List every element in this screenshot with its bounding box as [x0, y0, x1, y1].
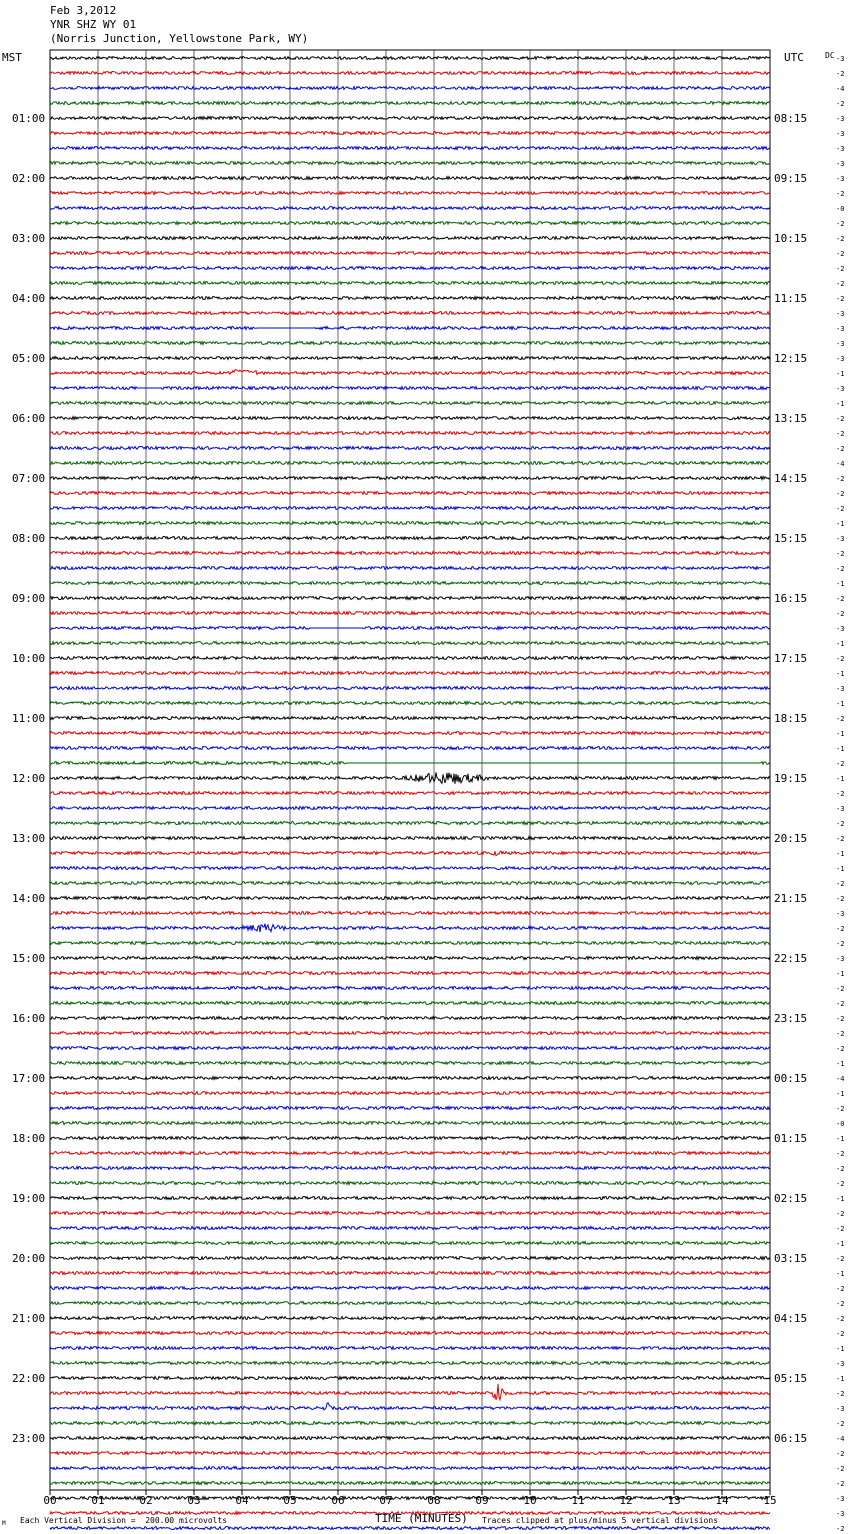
mst-hour-label: 19:00	[12, 1192, 46, 1205]
dc-offset-label: -3	[836, 145, 845, 153]
mst-hour-label: 13:00	[12, 832, 46, 845]
x-axis-title: TIME (MINUTES)	[375, 1512, 468, 1525]
mst-hour-label: 23:00	[12, 1432, 46, 1445]
mst-hour-label: 04:00	[12, 292, 46, 305]
mst-hour-label: 16:00	[12, 1012, 46, 1025]
dc-offset-label: -2	[836, 985, 845, 993]
seismic-trace	[50, 1152, 770, 1155]
seismic-trace	[50, 1092, 770, 1095]
seismic-trace	[50, 1347, 770, 1350]
dc-offset-label: -4	[836, 1435, 845, 1443]
x-tick-label: 14	[715, 1494, 729, 1507]
dc-offset-label: -2	[836, 1165, 845, 1173]
dc-offset-label: -4	[836, 85, 845, 93]
seismic-trace	[50, 1047, 770, 1050]
utc-hour-label: 21:15	[774, 892, 808, 905]
mst-hour-label: 18:00	[12, 1132, 46, 1145]
dc-offset-label: -1	[836, 640, 845, 648]
seismic-trace	[50, 1122, 770, 1125]
mst-hour-label: 08:00	[12, 532, 46, 545]
right-timezone-label: UTC	[784, 51, 804, 64]
dc-offset-label: -2	[836, 220, 845, 228]
seismic-trace	[50, 1287, 770, 1290]
seismic-trace	[50, 1242, 770, 1245]
dc-offset-label: -2	[836, 880, 845, 888]
seismic-trace	[50, 387, 770, 390]
dc-offset-label: -3	[836, 955, 845, 963]
dc-offset-label: -1	[836, 865, 845, 873]
seismic-trace	[50, 117, 770, 120]
seismic-trace	[50, 147, 770, 150]
dc-offset-label: -1	[836, 745, 845, 753]
x-tick-label: 05	[283, 1494, 297, 1507]
dc-offset-label: -4	[836, 460, 845, 468]
mst-hour-label: 06:00	[12, 412, 46, 425]
seismic-trace	[50, 1182, 770, 1185]
seismic-trace	[50, 1272, 770, 1275]
utc-hour-label: 03:15	[774, 1252, 808, 1265]
seismic-trace	[50, 1527, 770, 1530]
seismic-trace	[50, 432, 770, 435]
seismic-trace	[50, 1002, 770, 1005]
seismic-trace	[50, 747, 770, 750]
dc-offset-label: -1	[836, 580, 845, 588]
utc-hour-label: 19:15	[774, 772, 808, 785]
dc-offset-label: -2	[836, 595, 845, 603]
dc-offset-label: -2	[836, 1180, 845, 1188]
seismic-trace	[50, 1062, 770, 1065]
dc-offset-label: -2	[836, 1210, 845, 1218]
dc-offset-label: -2	[836, 1480, 845, 1488]
seismic-trace	[50, 507, 770, 510]
dc-offset-label: -2	[836, 760, 845, 768]
utc-hour-label: 22:15	[774, 952, 808, 965]
seismic-trace	[50, 447, 770, 450]
seismic-trace	[50, 1403, 770, 1410]
seismic-trace	[50, 1032, 770, 1035]
dc-offset-label: -3	[836, 115, 845, 123]
dc-offset-label: -2	[836, 505, 845, 513]
seismic-trace	[50, 102, 770, 105]
seismic-trace	[50, 972, 770, 975]
seismic-trace	[50, 87, 770, 90]
seismic-trace	[50, 1302, 770, 1305]
utc-hour-label: 11:15	[774, 292, 808, 305]
mst-hour-label: 02:00	[12, 172, 46, 185]
mst-hour-label: 03:00	[12, 232, 46, 245]
dc-offset-label: -1	[836, 1270, 845, 1278]
mst-hour-label: 10:00	[12, 652, 46, 665]
seismic-trace	[50, 57, 770, 60]
seismic-trace	[50, 957, 770, 960]
dc-offset-label: -2	[836, 820, 845, 828]
seismic-trace	[50, 402, 770, 405]
dc-offset-label: -2	[836, 895, 845, 903]
x-tick-label: 02	[139, 1494, 153, 1507]
dc-offset-label: -1	[836, 850, 845, 858]
seismic-trace	[50, 1107, 770, 1110]
seismic-trace	[50, 237, 770, 240]
dc-offset-label: -3	[836, 1495, 845, 1503]
utc-hour-label: 01:15	[774, 1132, 808, 1145]
dc-offset-label: -2	[836, 790, 845, 798]
mst-hour-label: 15:00	[12, 952, 46, 965]
dc-offset-label: -2	[836, 265, 845, 273]
x-tick-label: 09	[475, 1494, 489, 1507]
seismic-trace	[50, 477, 770, 480]
dc-offset-label: -2	[836, 235, 845, 243]
x-tick-label: 04	[235, 1494, 249, 1507]
scale-note: Each Vertical Division = 200.00 microvolts	[20, 1516, 228, 1525]
mst-hour-label: 05:00	[12, 352, 46, 365]
seismic-trace	[50, 342, 770, 345]
seismic-trace	[50, 1362, 770, 1365]
dc-offset-label: -2	[836, 1015, 845, 1023]
seismic-trace	[50, 772, 770, 783]
seismic-trace	[50, 1017, 770, 1020]
mst-hour-label: 09:00	[12, 592, 46, 605]
dc-offset-label: -3	[836, 535, 845, 543]
utc-hour-label: 02:15	[774, 1192, 808, 1205]
seismic-trace	[50, 792, 770, 795]
seismic-trace	[50, 252, 770, 255]
utc-hour-label: 10:15	[774, 232, 808, 245]
x-tick-label: 06	[331, 1494, 345, 1507]
mst-hour-label: 21:00	[12, 1312, 46, 1325]
dc-offset-label: -2	[836, 925, 845, 933]
dc-offset-label: -2	[836, 1285, 845, 1293]
dc-offset-label: -2	[836, 655, 845, 663]
dc-offset-label: -2	[836, 430, 845, 438]
dc-offset-label: -2	[836, 295, 845, 303]
dc-offset-label: -2	[836, 610, 845, 618]
seismic-trace	[50, 897, 770, 900]
seismic-trace	[50, 717, 770, 720]
seismic-trace	[50, 1437, 770, 1440]
seismic-trace	[50, 462, 770, 465]
seismic-trace	[50, 1497, 770, 1500]
dc-offset-label: -1	[836, 970, 845, 978]
dc-offset-label: -1	[836, 1090, 845, 1098]
seismic-trace	[50, 732, 770, 735]
dc-offset-label: -2	[836, 715, 845, 723]
seismic-trace	[50, 597, 770, 600]
seismic-trace	[50, 702, 770, 705]
seismic-trace	[50, 642, 770, 645]
dc-offset-label: -2	[836, 1315, 845, 1323]
seismic-trace	[50, 867, 770, 870]
dc-offset-label: -2	[836, 550, 845, 558]
seismic-trace	[50, 582, 770, 585]
dc-offset-label: -1	[836, 1135, 845, 1143]
dc-offset-label: -2	[836, 1300, 845, 1308]
seismic-trace	[50, 837, 770, 840]
seismic-trace	[50, 327, 770, 330]
mst-hour-label: 22:00	[12, 1372, 46, 1385]
dc-offset-label: -3	[836, 340, 845, 348]
dc-header-label: DC	[825, 51, 835, 60]
dc-offset-label: -3	[836, 55, 845, 63]
dc-offset-label: -2	[836, 100, 845, 108]
seismic-trace	[50, 552, 770, 555]
seismic-trace	[50, 72, 770, 75]
x-tick-label: 10	[523, 1494, 537, 1507]
dc-offset-label: -1	[836, 700, 845, 708]
dc-offset-label: -1	[836, 520, 845, 528]
seismic-trace	[50, 192, 770, 195]
seismic-trace	[50, 1167, 770, 1170]
utc-hour-label: 20:15	[774, 832, 808, 845]
seismic-trace	[50, 312, 770, 315]
x-tick-label: 00	[43, 1494, 57, 1507]
dc-offset-label: -2	[836, 1045, 845, 1053]
dc-offset-label: -2	[836, 1330, 845, 1338]
station-code: YNR SHZ WY 01	[50, 18, 137, 31]
dc-offset-label: -3	[836, 910, 845, 918]
dc-offset-label: -1	[836, 1345, 845, 1353]
seismic-trace	[50, 1452, 770, 1455]
seismic-trace	[50, 1077, 770, 1080]
dc-offset-label: -3	[836, 385, 845, 393]
seismic-trace	[50, 282, 770, 285]
seismic-trace	[50, 1317, 770, 1320]
seismic-trace	[50, 567, 770, 570]
seismic-trace	[50, 1467, 770, 1470]
dc-offset-label: -1	[836, 1195, 845, 1203]
seismic-trace	[50, 687, 770, 690]
seismic-trace	[50, 1137, 770, 1140]
seismic-trace	[50, 267, 770, 270]
mst-hour-label: 14:00	[12, 892, 46, 905]
dc-offset-label: -3	[836, 1405, 845, 1413]
dc-offset-label: -0	[836, 205, 845, 213]
dc-offset-label: -2	[836, 1420, 845, 1428]
dc-offset-label: -3	[836, 160, 845, 168]
dc-offset-label: -1	[836, 1060, 845, 1068]
utc-hour-label: 06:15	[774, 1432, 808, 1445]
dc-offset-label: -1	[836, 1240, 845, 1248]
dc-offset-label: -3	[836, 805, 845, 813]
seismic-trace	[50, 851, 770, 855]
seismic-trace	[50, 1257, 770, 1260]
utc-hour-label: 14:15	[774, 472, 808, 485]
seismic-trace	[50, 1197, 770, 1200]
dc-offset-label: -2	[836, 1525, 845, 1533]
utc-hour-label: 23:15	[774, 1012, 808, 1025]
x-tick-label: 15	[763, 1494, 777, 1507]
dc-offset-label: -2	[836, 445, 845, 453]
dc-offset-label: -2	[836, 1150, 845, 1158]
x-tick-label: 03	[187, 1494, 201, 1507]
seismic-trace	[50, 762, 770, 765]
dc-offset-label: -2	[836, 70, 845, 78]
dc-offset-label: -2	[836, 415, 845, 423]
dc-offset-label: -2	[836, 1465, 845, 1473]
seismic-trace	[50, 1332, 770, 1335]
x-tick-label: 11	[571, 1494, 585, 1507]
utc-hour-label: 16:15	[774, 592, 808, 605]
seismic-trace	[50, 822, 770, 825]
seismic-trace	[50, 177, 770, 180]
seismic-trace	[50, 1422, 770, 1425]
utc-hour-label: 04:15	[774, 1312, 808, 1325]
dc-offset-label: -3	[836, 685, 845, 693]
mst-hour-label: 17:00	[12, 1072, 46, 1085]
dc-offset-label: -2	[836, 1450, 845, 1458]
seismic-trace	[50, 657, 770, 660]
seismic-trace	[50, 627, 770, 630]
dc-offset-label: -2	[836, 280, 845, 288]
station-location: (Norris Junction, Yellowstone Park, WY)	[50, 32, 309, 45]
dc-offset-label: -2	[836, 490, 845, 498]
mst-hour-label: 07:00	[12, 472, 46, 485]
dc-offset-label: -2	[836, 1390, 845, 1398]
dc-offset-label: -2	[836, 835, 845, 843]
seismic-trace	[50, 882, 770, 885]
mst-hour-label: 20:00	[12, 1252, 46, 1265]
seismic-trace	[50, 912, 770, 915]
seismic-trace	[50, 672, 770, 675]
dc-offset-label: -0	[836, 1120, 845, 1128]
seismic-trace	[50, 417, 770, 420]
utc-hour-label: 12:15	[774, 352, 808, 365]
dc-offset-label: -3	[836, 310, 845, 318]
seismic-trace	[50, 537, 770, 540]
seismic-trace	[50, 132, 770, 135]
utc-hour-label: 15:15	[774, 532, 808, 545]
dc-offset-label: -3	[836, 130, 845, 138]
utc-hour-label: 05:15	[774, 1372, 808, 1385]
seismic-trace	[50, 987, 770, 990]
x-tick-label: 07	[379, 1494, 393, 1507]
dc-offset-label: -3	[836, 1360, 845, 1368]
mst-hour-label: 01:00	[12, 112, 46, 125]
utc-hour-label: 00:15	[774, 1072, 808, 1085]
seismic-trace	[50, 942, 770, 945]
dc-offset-label: -2	[836, 1105, 845, 1113]
dc-offset-label: -1	[836, 400, 845, 408]
dc-offset-label: -3	[836, 1510, 845, 1518]
dc-offset-label: -2	[836, 475, 845, 483]
mst-hour-label: 12:00	[12, 772, 46, 785]
dc-offset-label: -2	[836, 1030, 845, 1038]
dc-offset-label: -2	[836, 190, 845, 198]
seismic-trace	[50, 1212, 770, 1215]
dc-offset-label: -2	[836, 1225, 845, 1233]
x-tick-label: 12	[619, 1494, 633, 1507]
seismic-trace	[50, 612, 770, 615]
seismic-trace	[50, 1377, 770, 1380]
seismic-trace	[50, 1384, 770, 1400]
dc-offset-label: -2	[836, 1000, 845, 1008]
dc-offset-label: -3	[836, 325, 845, 333]
seismic-trace	[50, 207, 770, 210]
clip-note: Traces clipped at plus/minus 5 vertical divisions	[482, 1516, 719, 1525]
dc-offset-label: -3	[836, 175, 845, 183]
dc-offset-label: -1	[836, 775, 845, 783]
seismic-trace	[50, 1227, 770, 1230]
mst-hour-label: 11:00	[12, 712, 46, 725]
seismic-trace	[50, 357, 770, 360]
seismic-trace	[50, 522, 770, 525]
seismic-trace	[50, 492, 770, 495]
seismic-trace	[50, 924, 770, 933]
seismic-trace	[50, 807, 770, 810]
x-tick-label: 08	[427, 1494, 441, 1507]
seismic-trace	[50, 1482, 770, 1485]
corner-mark: M	[2, 1520, 6, 1527]
seismic-trace	[50, 370, 770, 375]
dc-offset-label: -3	[836, 625, 845, 633]
dc-offset-label: -1	[836, 670, 845, 678]
utc-hour-label: 08:15	[774, 112, 808, 125]
seismic-trace	[50, 297, 770, 300]
utc-hour-label: 09:15	[774, 172, 808, 185]
x-tick-label: 13	[667, 1494, 681, 1507]
x-tick-label: 01	[91, 1494, 105, 1507]
dc-offset-label: -2	[836, 565, 845, 573]
dc-offset-label: -1	[836, 1375, 845, 1383]
left-timezone-label: MST	[2, 51, 22, 64]
dc-offset-label: -2	[836, 1255, 845, 1263]
seismic-trace	[50, 162, 770, 165]
dc-offset-label: -4	[836, 1075, 845, 1083]
utc-hour-label: 13:15	[774, 412, 808, 425]
plot-date: Feb 3,2012	[50, 4, 117, 17]
dc-offset-label: -1	[836, 730, 845, 738]
dc-offset-label: -3	[836, 355, 845, 363]
dc-offset-label: -2	[836, 250, 845, 258]
utc-hour-label: 18:15	[774, 712, 808, 725]
dc-offset-label: -1	[836, 370, 845, 378]
seismic-trace	[50, 222, 770, 225]
dc-offset-label: -2	[836, 940, 845, 948]
utc-hour-label: 17:15	[774, 652, 808, 665]
